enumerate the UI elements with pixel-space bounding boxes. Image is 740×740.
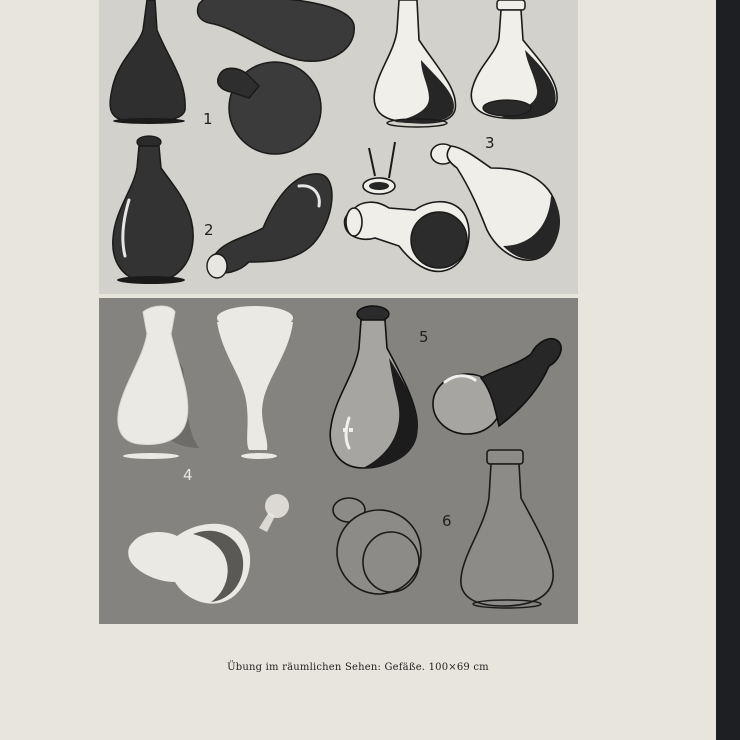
vase-base (483, 100, 531, 116)
figure-number-3: 3 (485, 134, 495, 152)
figure-number-5: 5 (419, 328, 429, 346)
vase-rim (497, 0, 525, 10)
plate-caption: Übung im räumlichen Sehen: Gefäße. 100×69 cm (227, 662, 489, 673)
stand-drawing (369, 142, 395, 178)
vase-outline (118, 306, 188, 444)
figure-number-1: 1 (203, 110, 213, 128)
figure-number-2: 2 (204, 221, 214, 239)
vessel-drawings-bottom (99, 298, 578, 624)
vase-foot (123, 453, 179, 459)
plate-top-drawings (99, 0, 578, 294)
plate-bottom-drawings (99, 298, 578, 624)
vase-outline (461, 464, 553, 606)
bottle-mouth (207, 254, 227, 278)
vessel-drawings-top (99, 0, 578, 294)
page-edge (716, 0, 740, 740)
flask-body (337, 510, 421, 594)
jar-opening (369, 182, 389, 190)
figure-number-4: 4 (183, 466, 193, 484)
vase-drawing (110, 0, 185, 123)
goblet-outline (217, 322, 293, 450)
bottle-drawing (198, 0, 355, 61)
flask-body (411, 212, 467, 268)
stopper-stem (259, 512, 275, 532)
figure-number-6: 6 (442, 512, 452, 530)
vase-rim (487, 450, 523, 464)
bottle-base (117, 276, 185, 284)
bottle-highlight (349, 428, 353, 432)
flask-mouth (346, 208, 362, 236)
bottle-highlight (343, 428, 347, 432)
vase-base (113, 118, 185, 124)
goblet-foot (241, 453, 277, 459)
